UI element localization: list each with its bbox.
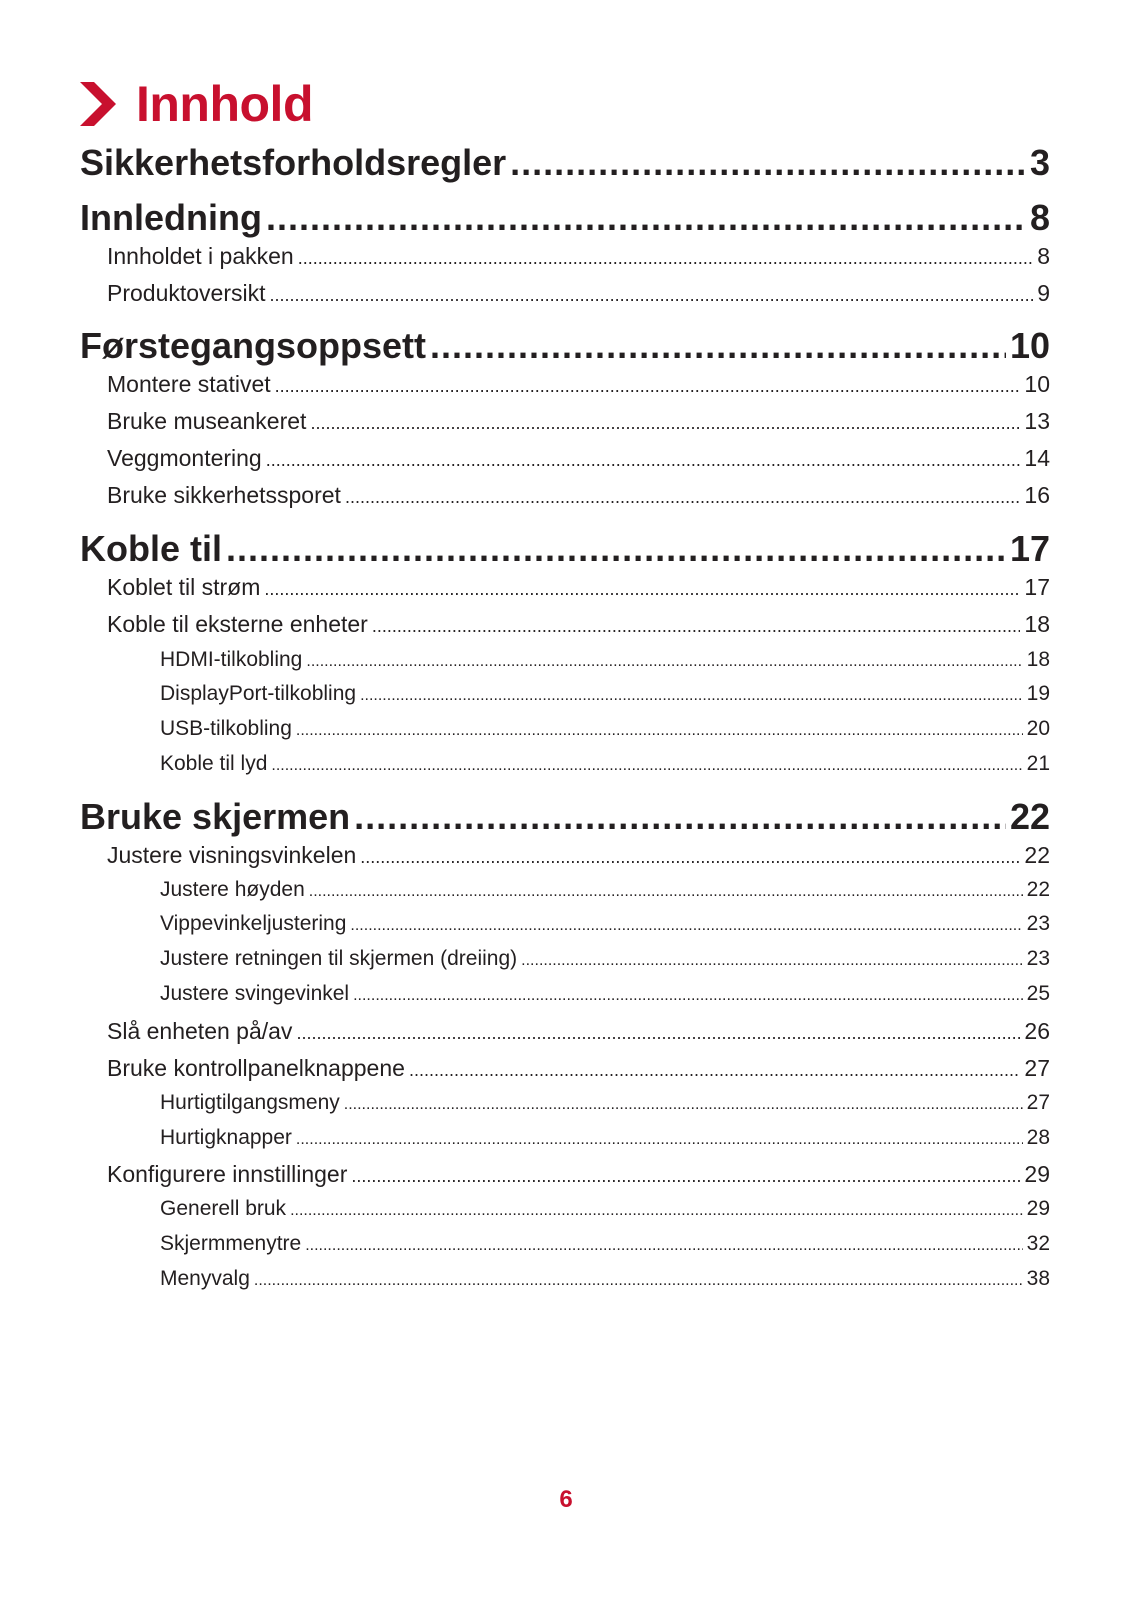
toc-entry[interactable]	[80, 1267, 1050, 1291]
toc-leader-dots	[296, 1131, 1023, 1149]
toc-entry-label: HDMI-tilkobling	[160, 648, 303, 671]
toc-entry-label: Førstegangsoppsett	[80, 325, 427, 366]
toc-entry-page: 25	[1026, 982, 1050, 1005]
toc-entry-label: Bruke museankeret	[107, 408, 307, 434]
toc-entry-page: 13	[1024, 408, 1050, 434]
toc-entry[interactable]	[80, 371, 1050, 398]
toc-entry[interactable]	[80, 1055, 1050, 1082]
toc-entry-page: 17	[1024, 574, 1050, 600]
toc-entry[interactable]	[80, 752, 1050, 776]
toc-leader-dots	[351, 1166, 1020, 1187]
toc-leader-dots	[344, 1096, 1023, 1114]
toc-entry-label: Koble til	[80, 528, 222, 569]
toc-leader-dots	[296, 722, 1023, 740]
toc-leader-dots	[310, 413, 1020, 434]
toc-entry[interactable]	[80, 142, 1050, 184]
toc-entry[interactable]	[80, 717, 1050, 741]
toc-entry-label: Innholdet i pakken	[107, 243, 294, 269]
toc-entry-page: 17	[1009, 528, 1050, 569]
toc-entry[interactable]	[80, 982, 1050, 1006]
toc-entry-label: Hurtigtilgangsmeny	[160, 1091, 340, 1114]
toc-entry[interactable]	[80, 611, 1050, 638]
toc-entry-label: Justere høyden	[160, 878, 305, 901]
toc-entry-label: Hurtigknapper	[160, 1126, 292, 1149]
toc-entry[interactable]	[80, 243, 1050, 270]
toc-entry[interactable]	[80, 408, 1050, 435]
toc-entry[interactable]	[80, 796, 1050, 838]
toc-entry-page: 9	[1037, 280, 1050, 306]
toc-entry-label: Slå enheten på/av	[107, 1018, 293, 1044]
toc-leader-dots	[350, 917, 1022, 935]
toc-entry-page: 28	[1026, 1126, 1050, 1149]
toc-entry[interactable]	[80, 482, 1050, 509]
toc-leader-dots	[254, 1272, 1023, 1290]
toc-leader-dots	[270, 285, 1034, 306]
toc-entry-label: Koble til lyd	[160, 752, 268, 775]
toc-entry-page: 23	[1026, 947, 1050, 970]
toc-leader-dots	[271, 757, 1022, 775]
toc-entry[interactable]	[80, 280, 1050, 307]
toc-entry[interactable]	[80, 1126, 1050, 1150]
toc-leader-dots	[305, 1237, 1022, 1255]
toc-leader-dots	[264, 579, 1020, 600]
toc-entry-label: Montere stativet	[107, 371, 271, 397]
toc-entry-page: 8	[1037, 243, 1050, 269]
toc-entry-label: Konfigurere innstillinger	[107, 1161, 348, 1187]
toc-entry-page: 32	[1026, 1232, 1050, 1255]
toc-entry[interactable]	[80, 1197, 1050, 1221]
toc-entry[interactable]	[80, 574, 1050, 601]
toc-entry-label: Generell bruk	[160, 1197, 287, 1220]
toc-entry-page: 22	[1024, 842, 1050, 868]
toc-leader-dots	[306, 653, 1022, 671]
toc-entry-page: 19	[1026, 682, 1050, 705]
toc-entry[interactable]	[80, 1161, 1050, 1188]
toc-entry-page: 10	[1009, 325, 1050, 366]
toc-leader-dots	[510, 142, 1026, 184]
toc-entry-page: 8	[1029, 197, 1050, 238]
toc-entry-label: Innledning	[80, 197, 262, 238]
toc-leader-dots	[290, 1202, 1023, 1220]
toc-entry-label: Veggmontering	[107, 445, 262, 471]
toc-entry-page: 14	[1024, 445, 1050, 471]
toc-entry-label: Sikkerhetsforholdsregler	[80, 142, 507, 183]
toc-leader-dots	[354, 796, 1006, 838]
toc-entry-label: DisplayPort-tilkobling	[160, 682, 357, 705]
toc-entry-page: 26	[1024, 1018, 1050, 1044]
toc-entry-page: 22	[1026, 878, 1050, 901]
toc-entry-page: 22	[1009, 796, 1050, 837]
toc-entry[interactable]	[80, 1091, 1050, 1115]
toc-entry-page: 18	[1024, 611, 1050, 637]
toc-entry[interactable]	[80, 197, 1050, 239]
toc-leader-dots	[360, 687, 1023, 705]
toc-leader-dots	[309, 883, 1023, 901]
toc-entry-page: 21	[1026, 752, 1050, 775]
toc-leader-dots	[521, 952, 1022, 970]
toc-entry[interactable]	[80, 1232, 1050, 1256]
toc-entry-label: USB-tilkobling	[160, 717, 292, 740]
toc-entry-label: Koble til eksterne enheter	[107, 611, 368, 637]
page-title: Innhold	[136, 76, 313, 132]
toc-leader-dots	[360, 847, 1020, 868]
toc-entry-label: Koblet til strøm	[107, 574, 261, 600]
toc-entry-label: Menyvalg	[160, 1267, 250, 1290]
toc-entry-label: Bruke skjermen	[80, 796, 351, 837]
toc-entry-page: 18	[1026, 648, 1050, 671]
toc-entry-page: 10	[1024, 371, 1050, 397]
toc-entry[interactable]	[80, 325, 1050, 367]
toc-entry-label: Justere retningen til skjermen (dreiing)	[160, 947, 518, 970]
toc-entry-page: 20	[1026, 717, 1050, 740]
toc-entry[interactable]	[80, 947, 1050, 971]
toc-leader-dots	[266, 197, 1026, 239]
toc-entry-page: 23	[1026, 912, 1050, 935]
toc-leader-dots	[345, 487, 1020, 508]
toc-entry[interactable]	[80, 445, 1050, 472]
toc-entry-page: 3	[1029, 142, 1050, 183]
toc-entry-label: Skjermmenytre	[160, 1232, 302, 1255]
toc-leader-dots	[275, 376, 1021, 397]
toc-entry-page: 29	[1026, 1197, 1050, 1220]
toc-leader-dots	[298, 248, 1034, 269]
toc-entry[interactable]	[80, 1018, 1050, 1045]
toc-entry-page: 16	[1024, 482, 1050, 508]
toc-entry[interactable]	[80, 682, 1050, 706]
toc-leader-dots	[353, 987, 1023, 1005]
toc-entry-label: Bruke sikkerhetssporet	[107, 482, 341, 508]
toc-leader-dots	[409, 1060, 1020, 1081]
toc-entry-page: 29	[1024, 1161, 1050, 1187]
toc-entry-label: Justere visningsvinkelen	[107, 842, 357, 868]
toc-entry[interactable]	[80, 912, 1050, 936]
toc-leader-dots	[226, 528, 1006, 570]
toc-entry-label: Bruke kontrollpanelknappene	[107, 1055, 405, 1081]
toc-entry-label: Produktoversikt	[107, 280, 266, 306]
toc-entry[interactable]	[80, 648, 1050, 672]
toc-entry[interactable]	[80, 842, 1050, 869]
toc-leader-dots	[430, 325, 1006, 367]
toc-leader-dots	[372, 616, 1021, 637]
toc-entry-page: 38	[1026, 1267, 1050, 1290]
toc-entry-page: 27	[1026, 1091, 1050, 1114]
toc-entry-label: Justere svingevinkel	[160, 982, 350, 1005]
toc-entry-label: Vippevinkeljustering	[160, 912, 347, 935]
table-of-contents	[80, 0, 1050, 1400]
toc-entry[interactable]	[80, 878, 1050, 902]
page-number: 6	[559, 1486, 573, 1513]
toc-entry-page: 27	[1024, 1055, 1050, 1081]
toc-entry[interactable]	[80, 528, 1050, 570]
toc-leader-dots	[266, 450, 1021, 471]
toc-leader-dots	[296, 1023, 1020, 1044]
